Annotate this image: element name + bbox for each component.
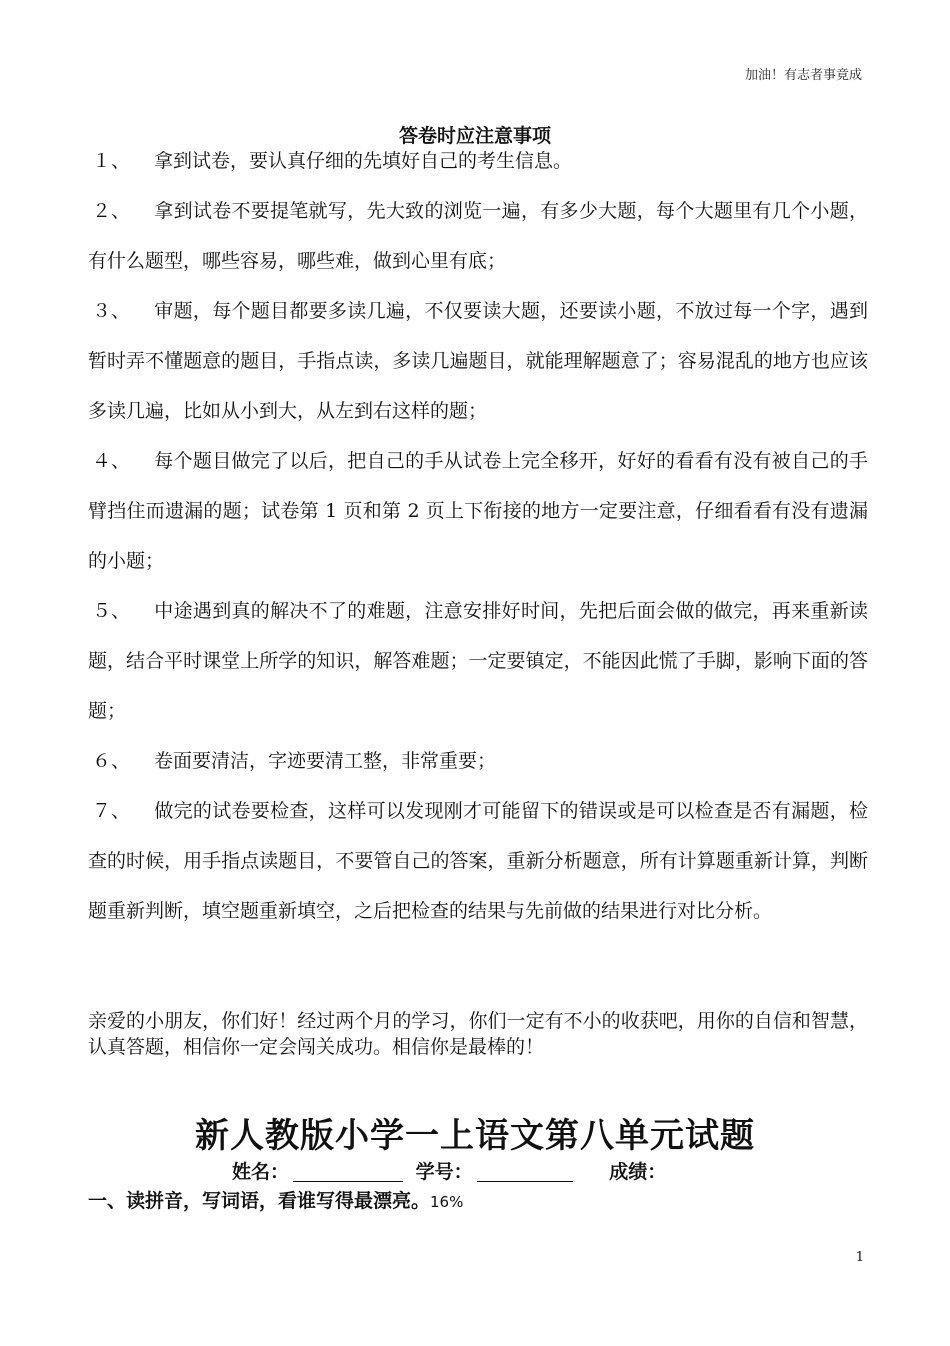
score-label: 成绩： — [609, 1161, 667, 1183]
name-blank[interactable] — [293, 1161, 403, 1182]
id-blank[interactable] — [477, 1161, 573, 1182]
notice-item-text: 卷面要清洁，字迹要清工整，非常重要； — [154, 750, 497, 772]
section-heading — [88, 1186, 463, 1213]
notice-title: 答卷时应注意事项 — [398, 125, 551, 147]
page-number: 1 — [855, 1250, 864, 1265]
section-heading-text: 一、读拼音，写词语，看谁写得最漂亮。 — [88, 1190, 431, 1212]
notice-item-number: ６、 — [92, 750, 131, 772]
notice-item — [88, 786, 868, 936]
notice-item-number: ２、 — [92, 200, 131, 222]
name-label: 姓名： — [232, 1161, 290, 1183]
section-points: 16% — [430, 1193, 464, 1211]
notice-list — [88, 136, 868, 936]
notice-item-number: １、 — [92, 150, 131, 172]
notice-item — [88, 736, 868, 786]
notice-item-number: ５、 — [92, 600, 131, 622]
notice-item — [88, 586, 868, 736]
notice-item — [88, 136, 868, 186]
notice-item-text: 审题，每个题目都要多读几遍，不仅要读大题，还要读小题，不放过每一个字，遇到暂时弄不懂题意的题目，手指点读，多读几遍题目，就能理解题意了；容易混乱的地方也应该多读几遍，比如从小到大，从左到右这样的题； — [88, 300, 868, 422]
notice-item-text: 拿到试卷不要提笔就写，先大致的浏览一遍，有多少大题，每个大题里有几个小题，有什么题型，哪些容易，哪些难，做到心里有底； — [88, 200, 868, 272]
notice-item-number: ３、 — [92, 300, 131, 322]
notice-item-text: 做完的试卷要检查，这样可以发现刚才可能留下的错误或是可以检查是否有漏题，检查的时候，用手指点读题目，不要管自己的答案，重新分析题意，所有计算题重新计算，判断题重新判断，填空题重新填空，之后把检查的结果与先前做的结果进行对比分析。 — [88, 800, 868, 922]
notice-item — [88, 186, 868, 286]
notice-item — [88, 286, 868, 436]
header-motto: 加油！有志者事竟成 — [744, 68, 862, 83]
notice-item — [88, 436, 868, 586]
student-info-row — [232, 1157, 666, 1184]
notice-item-text: 每个题目做完了以后，把自己的手从试卷上完全移开，好好的看看有没有被自己的手臂挡住而遗漏的题；试卷第 1 页和第 2 页上下衔接的地方一定要注意，仔细看看有没有遗漏的小题； — [88, 450, 868, 572]
id-label: 学号： — [415, 1161, 473, 1183]
exam-title: 新人教版小学一上语文第八单元试题 — [195, 1116, 755, 1156]
notice-item-text: 拿到试卷，要认真仔细的先填好自己的考生信息。 — [154, 150, 573, 172]
notice-item-number: ４、 — [92, 450, 131, 472]
notice-item-number: ７、 — [92, 800, 131, 822]
notice-item-text: 中途遇到真的解决不了的难题，注意安排好时间，先把后面会做的做完，再来重新读题，结合平时课堂上所学的知识，解答难题；一定要镇定，不能因此慌了手脚，影响下面的答题； — [88, 600, 868, 722]
greeting-paragraph: 亲爱的小朋友，你们好！经过两个月的学习，你们一定有不小的收获吧，用你的自信和智慧，认真答题，相信你一定会闯关成功。相信你是最棒的！ — [88, 1010, 868, 1058]
